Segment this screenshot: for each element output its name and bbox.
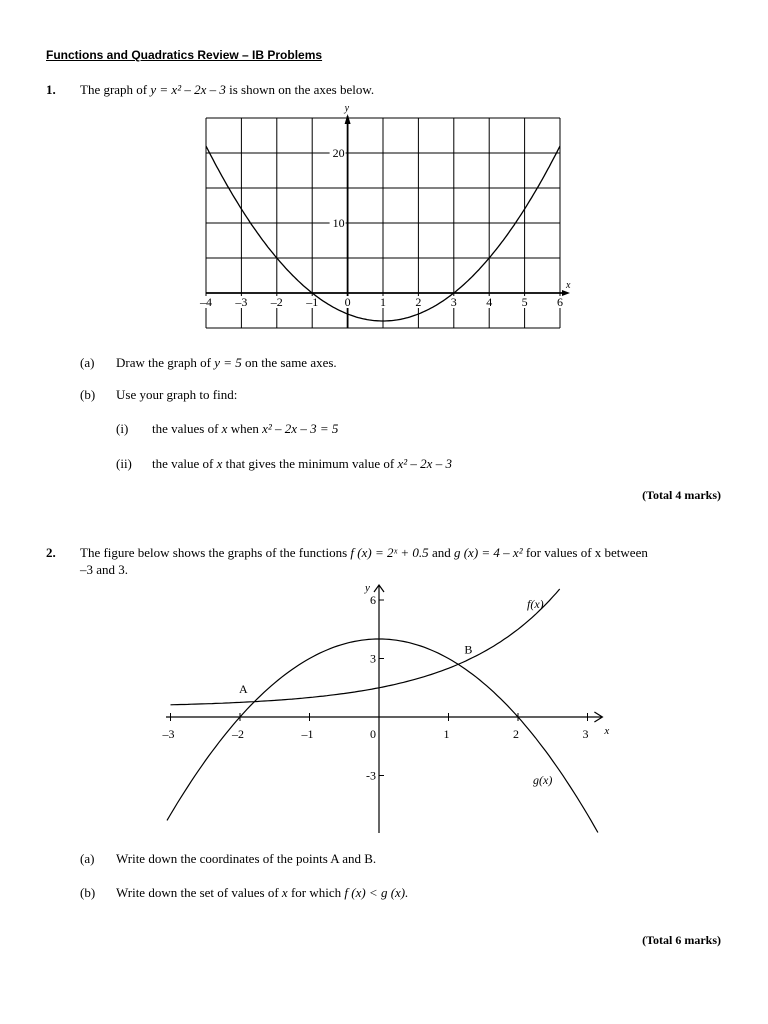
q2-part-b-text: Write down the set of values of x for which f (x) < g (x).: [116, 885, 409, 900]
x-tick-label: 3: [450, 295, 457, 309]
page-title: Functions and Quadratics Review – IB Problems: [46, 48, 323, 62]
x-tick-label: 3: [582, 727, 589, 741]
x-tick-label: 6: [557, 295, 563, 309]
q2-part-b-label: (b): [80, 885, 96, 900]
quadratic-graph: [190, 100, 580, 350]
x-tick-label: 5: [521, 295, 528, 309]
y-axis-arrow: [345, 114, 351, 124]
x-tick-label: –4: [200, 295, 212, 309]
intersection-label-a: A: [238, 681, 248, 696]
x-tick-label: –2: [232, 727, 244, 741]
x-tick-label: –3: [162, 727, 175, 741]
x-axis-label: x: [604, 725, 610, 737]
q1-part-b-label: (b): [80, 387, 96, 402]
x-tick-label: 0: [370, 727, 376, 741]
q1-number: 1.: [46, 82, 56, 97]
q1-part-a-label: (a): [80, 355, 95, 370]
q1-part-bii-label: (ii): [116, 456, 132, 471]
y-axis-label: y: [365, 582, 370, 594]
q1-part-b-text: Use your graph to find:: [116, 387, 238, 402]
q1-stem: The graph of y = x² – 2x – 3 is shown on the axes below.: [80, 82, 375, 97]
q2-part-a-text: Write down the coordinates of the points A and B.: [116, 851, 377, 866]
x-tick-label: –2: [270, 295, 283, 309]
q1-part-bi-text: the values of x when x² – 2x – 3 = 5: [152, 421, 339, 436]
x-tick-label: –1: [306, 295, 319, 309]
q2-stem-line1: The figure below shows the graphs of the functions f (x) = 2ˣ + 0.5 and g (x) = 4 – x² for values of x between: [80, 545, 648, 560]
y-axis-label: y: [344, 103, 350, 114]
y-tick-label: 3: [370, 651, 376, 666]
x-tick-label: 4: [486, 295, 493, 309]
f-curve: [171, 589, 560, 705]
y-tick-label: -3: [366, 768, 376, 783]
q2-number: 2.: [46, 545, 56, 560]
x-tick-label: –3: [235, 295, 248, 309]
q1-total-marks: (Total 4 marks): [642, 488, 721, 502]
x-tick-label: 1: [443, 727, 450, 741]
x-tick-label: 0: [344, 295, 351, 309]
x-tick-label: 2: [415, 295, 422, 309]
intersection-label-b: B: [464, 642, 473, 657]
y-tick-label: 20: [332, 146, 345, 160]
x-tick-label: –1: [301, 727, 314, 741]
f-label: f(x): [527, 597, 544, 611]
q1-part-bi-label: (i): [116, 421, 129, 436]
y-tick-label: 6: [370, 593, 376, 607]
g-label: g(x): [533, 773, 553, 787]
q2-stem-line2: –3 and 3.: [80, 562, 129, 577]
q2-total-marks: (Total 6 marks): [642, 933, 721, 947]
x-axis-label: x: [566, 280, 571, 291]
q1-part-bii-text: the value of x that gives the minimum value of x² – 2x – 3: [152, 456, 452, 471]
y-tick-label: 10: [332, 216, 345, 230]
q1-part-a-text: Draw the graph of y = 5 on the same axes.: [116, 355, 337, 370]
x-tick-label: 1: [380, 295, 386, 309]
exponential-quadratic-graph: [150, 575, 620, 840]
x-tick-label: 2: [513, 727, 519, 741]
q2-part-a-label: (a): [80, 851, 95, 866]
